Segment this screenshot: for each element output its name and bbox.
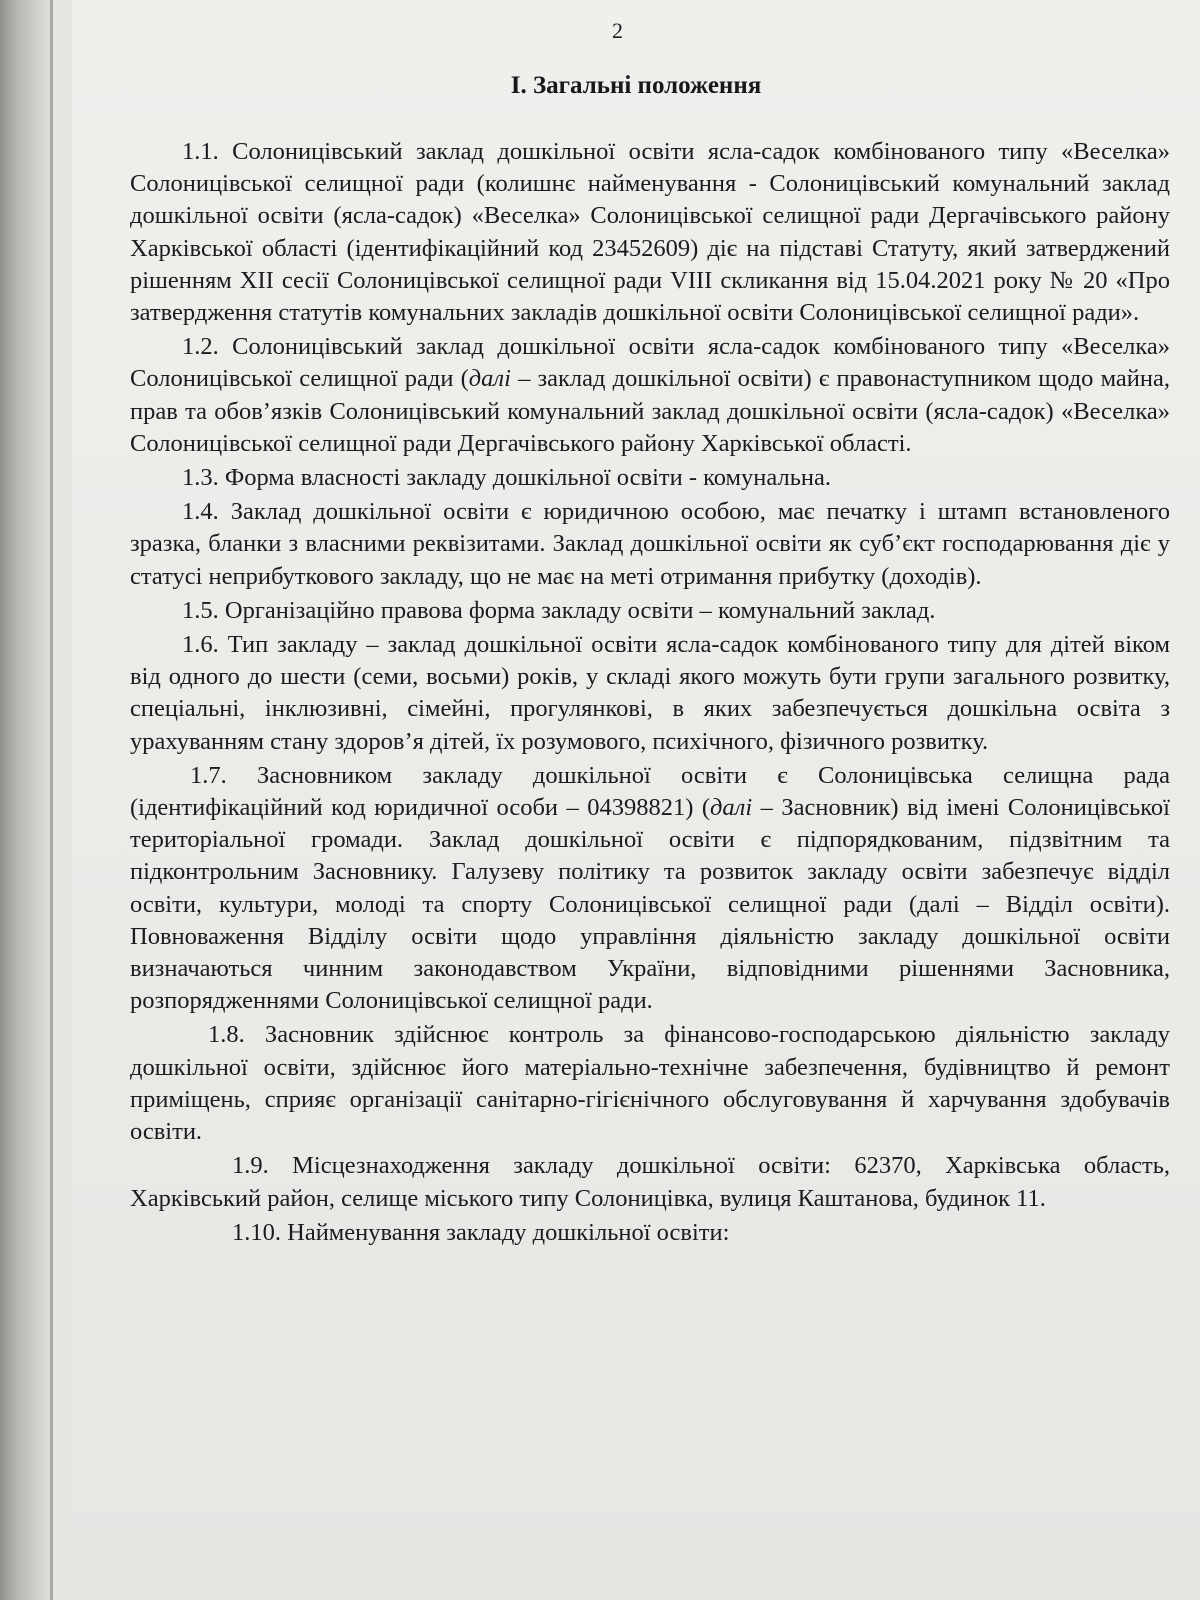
paragraph-1-9: 1.9. Місцезнаходження закладу дошкільної освіти: 62370, Харківська область, Харківський район, селище міського типу Солоницівка, вулиця Каштанова, будинок 11. [130,1152,1170,1212]
document-sheet [72,0,1200,1600]
paragraph-1-5: 1.5. Організаційно правова форма закладу освіти – комунальний заклад. [182,596,936,624]
previous-page-edge [50,0,53,1600]
section-title: І. Загальні положення [510,72,762,99]
paragraph-1-2 [130,331,1170,460]
paragraph-1-7-after: – Засновник) від імені Солоницівської територіальної громади. Заклад дошкільної освіти є підпорядкованим, підзвітним та підконтрольним Засновнику. Галузеву політику та розвиток закладу освіти забезпечує відділ освіти, культури, молоді та спорту Солоницівської селищної ради (далі – Відділ освіти). Повноваження Відділу освіти щодо управління діяльністю закладу дошкільної освіти визначаються чинним законодавством України, відповідними рішеннями Засновника, розпорядженнями Солоницівської селищної ради. [130,794,1170,1015]
paragraph-1-4: 1.4. Заклад дошкільної освіти є юридичною особою, має печатку і штамп встановленого зразка, бланки з власними реквізитами. Заклад дошкільної освіти як суб’єкт господарювання діє у статусі неприбуткового закладу, що не має на меті отримання прибутку (доходів). [130,498,1170,590]
paragraph-1-3: 1.3. Форма власності закладу дошкільної освіти - комунальна. [182,464,832,492]
paragraph-1-7-italic: далі [710,794,753,822]
paragraph-1-7 [130,760,1170,1018]
document-body [130,136,1170,1251]
paragraph-1-10: 1.10. Найменування закладу дошкільної освіти: [232,1218,730,1246]
paragraph-1-1: 1.1. Солоницівський заклад дошкільної освіти ясла-садок комбінованого типу «Веселка» Солоницівської селищної ради (колишнє найменування - Солоницівський комунальний заклад дошкільної освіти (ясла-садок) «Веселка» Солоницівської селищної ради Дергачівського району Харківської області (ідентифікаційний код 23452609) діє на підставі Статуту, який затверджений рішенням XII сесії Солоницівської селищної ради VIII скликання від 15.04.2021 року № 20 «Про затвердження статутів комунальних закладів дошкільної освіти Солоницівської селищної ради». [130,138,1170,327]
paragraph-1-7-before: 1.7. Засновником закладу дошкільної освіти є Солоницівська селищна рада (ідентифікаційний код юридичної особи – 04398821) ( [130,761,1170,822]
page-number: 2 [612,18,623,43]
paragraph-1-8: 1.8. Засновник здійснює контроль за фінансово-господарською діяльністю закладу дошкільної освіти, здійснює його матеріально-технічне забезпечення, будівництво й ремонт приміщень, сприяє організації санітарно-гігієнічного обслуговування й харчування здобувачів освіти. [130,1021,1170,1146]
paragraph-1-2-after: – заклад дошкільної освіти) є правонаступником щодо майна, прав та обов’язків Солоницівський комунальний заклад дошкільної освіти (ясла-садок) «Веселка» Солоницівської селищної ради Дергачівського району Харківської області. [130,365,1170,457]
paragraph-1-6: 1.6. Тип закладу – заклад дошкільної освіти ясла-садок комбінованого типу для дітей віком від одного до шести (семи, восьми) років, у складі якого можуть бути групи загального розвитку, спеціальні, інклюзивні, сімейні, прогулянкові, в яких забезпечується дошкільна освіта з урахуванням стану здоров’я дітей, їх розумового, психічного, фізичного розвитку. [130,631,1170,755]
paragraph-1-2-before: 1.2. Солоницівський заклад дошкільної освіти ясла-садок комбінованого типу «Веселка» Солоницівської селищної ради ( [130,333,1170,393]
paragraph-1-2-italic: далі [468,365,511,393]
